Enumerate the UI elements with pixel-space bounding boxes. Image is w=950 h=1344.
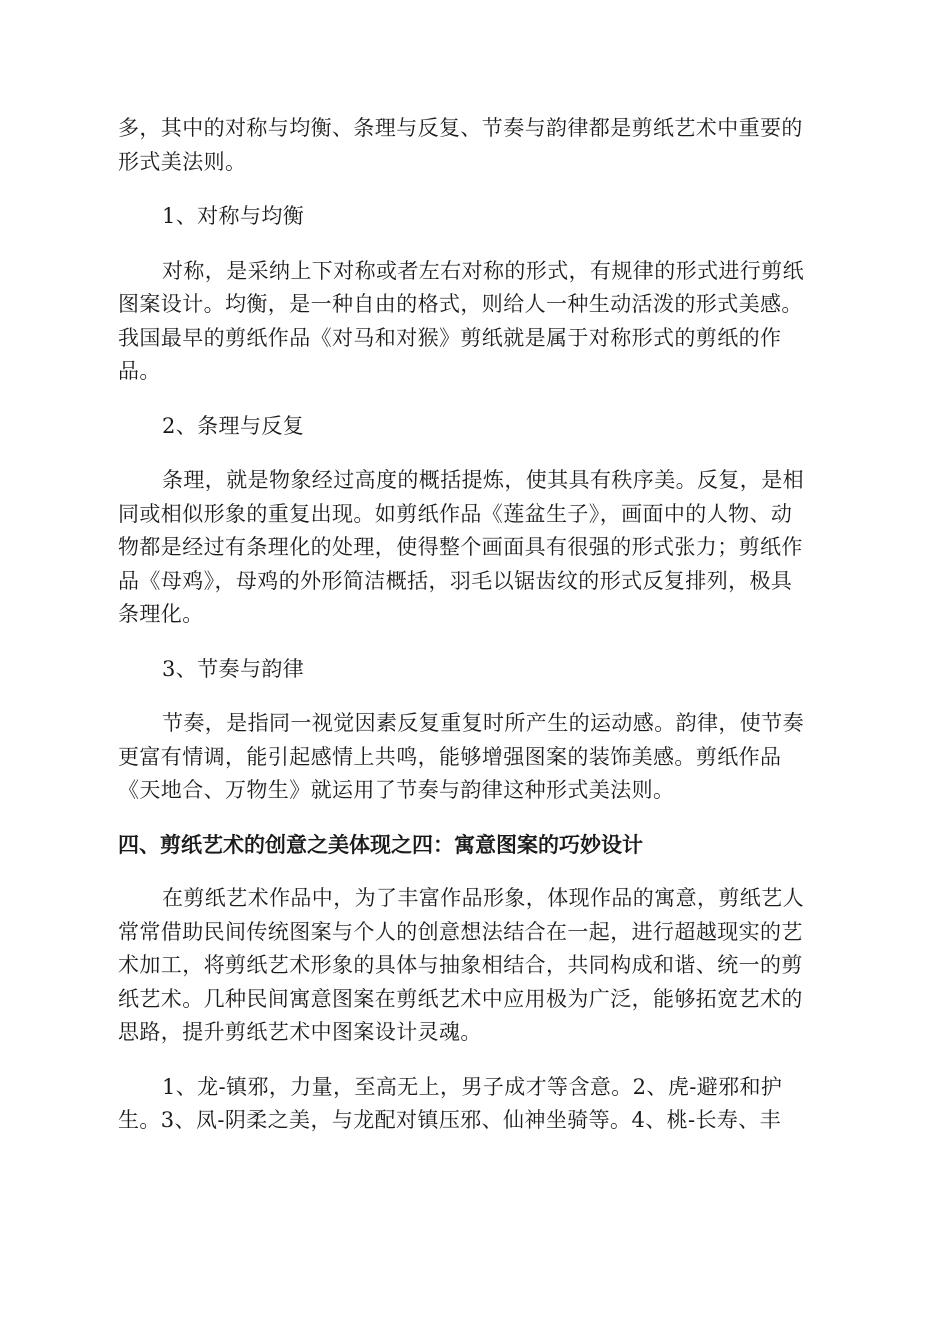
- subheading-symmetry: [118, 200, 834, 234]
- text-line: 对称，是采纳上下对称或者左右对称的形式，有规律的形式进行剪纸: [162, 258, 804, 283]
- text-line: 形式美法则。: [118, 149, 247, 174]
- text-line: 我国最早的剪纸作品《对马和对猴》剪纸就是属于对称形式的剪纸的作: [118, 325, 782, 350]
- subheading-order: [118, 410, 834, 444]
- subheading-rhythm: [118, 653, 834, 687]
- text-line: 思路，提升剪纸艺术中图案设计灵魂。: [118, 1020, 482, 1044]
- paragraph-symmetry: [118, 255, 834, 389]
- text-line: 常常借助民间传统图案与个人的创意想法结合在一起，进行超越现实的艺: [118, 919, 803, 944]
- text-line: 《天地合、万物生》就运用了节奏与韵律这种形式美法则。: [118, 778, 675, 802]
- text-line: 纸艺术。几种民间寓意图案在剪纸艺术中应用极为广泛，能够拓宽艺术的: [118, 986, 803, 1011]
- paragraph-design: [118, 882, 834, 1050]
- text-line: 多，其中的对称与均衡、条理与反复、节奏与韵律都是剪纸艺术中重要的: [118, 116, 803, 140]
- text-line: 图案设计。均衡，是一种自由的格式，则给人一种生动活泼的形式美感。: [118, 292, 803, 316]
- paragraph-order: [118, 464, 834, 632]
- text-line: 生。3、凤-阴柔之美，与龙配对镇压邪、仙神坐骑等。4、桃-长寿、丰: [118, 1108, 782, 1132]
- text-line: 条理化。: [118, 602, 204, 626]
- subheading-text: 1、对称与均衡: [162, 204, 305, 228]
- text-line: 品。: [118, 359, 161, 383]
- paragraph-list: [118, 1071, 834, 1138]
- subheading-text: 2、条理与反复: [162, 413, 305, 438]
- paragraph-intro: [118, 112, 834, 179]
- subheading-text: 3、节奏与韵律: [162, 656, 305, 681]
- text-line: 节奏，是指同一视觉因素反复重复时所产生的运动感。韵律，使节奏: [162, 711, 804, 735]
- text-line: 品《母鸡》，母鸡的外形简洁概括，羽毛以锯齿纹的形式反复排列，极具: [118, 568, 793, 593]
- text-line: 术加工，将剪纸艺术形象的具体与抽象相结合，共同构成和谐、统一的剪: [118, 953, 803, 977]
- section-heading: 四、剪纸艺术的创意之美体现之四：寓意图案的巧妙设计: [118, 832, 643, 857]
- text-line: 1、龙-镇邪，力量，至高无上，男子成才等含意。2、虎-避邪和护: [162, 1074, 783, 1099]
- text-line: 物都是经过有条理化的处理，使得整个画面具有很强的形式张力；剪纸作: [118, 535, 803, 559]
- text-line: 在剪纸艺术作品中，为了丰富作品形象，体现作品的寓意，剪纸艺人: [162, 886, 804, 910]
- text-line: 同或相似形象的重复出现。如剪纸作品《莲盆生子》，画面中的人物、动: [118, 501, 793, 526]
- document-page: [118, 112, 834, 1159]
- text-line: 条理，就是物象经过高度的概括提炼，使其具有秩序美。反复，是相: [162, 468, 804, 492]
- text-line: 更富有情调，能引起感情上共鸣，能够增强图案的装饰美感。剪纸作品: [118, 744, 782, 769]
- paragraph-rhythm: [118, 707, 834, 808]
